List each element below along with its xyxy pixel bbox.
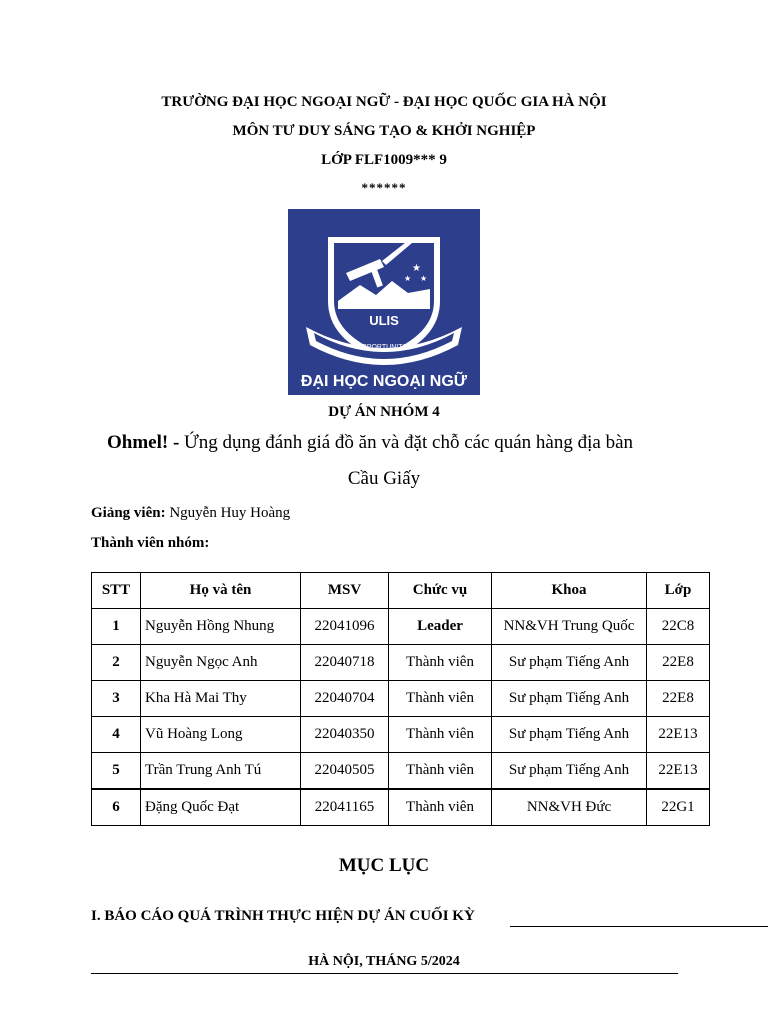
cell-role: Thành viên: [389, 717, 492, 753]
shield-emblem-icon: [288, 209, 480, 395]
table-row: [92, 753, 710, 790]
lecturer-label: Giảng viên:: [91, 505, 166, 521]
cell-faculty: Sư phạm Tiếng Anh: [492, 753, 647, 790]
cell-role: Thành viên: [389, 753, 492, 790]
cell-msv: 22041096: [301, 609, 389, 645]
lecturer-line: [91, 505, 290, 522]
project-title: [107, 432, 633, 454]
cell-msv: 22040704: [301, 681, 389, 717]
cell-class: 22E8: [647, 645, 710, 681]
stars-separator: ******: [361, 180, 407, 195]
university-logo: [288, 209, 480, 395]
cell-role: Thành viên: [389, 645, 492, 681]
toc-leader-line: [510, 926, 768, 927]
cell-class: 22E13: [647, 753, 710, 790]
cell-name: Đặng Quốc Đạt: [141, 789, 301, 826]
cell-msv: 22041165: [301, 789, 389, 826]
project-title-continuation: Cầu Giấy: [347, 468, 421, 489]
svg-text:★: ★: [412, 263, 421, 274]
university-title: TRƯỜNG ĐẠI HỌC NGOẠI NGỮ - ĐẠI HỌC QUỐC GIA HÀ NỘI: [161, 94, 607, 110]
cell-stt: 3: [92, 681, 141, 717]
svg-text:★: ★: [404, 274, 412, 283]
cell-stt: 6: [92, 789, 141, 826]
cell-msv: 22040350: [301, 717, 389, 753]
cell-stt: 2: [92, 645, 141, 681]
header-faculty: Khoa: [492, 573, 647, 609]
header-class: Lớp: [647, 573, 710, 609]
table-row: [92, 789, 710, 826]
cell-role: Thành viên: [389, 681, 492, 717]
table-header-row: [92, 573, 710, 609]
header-role: Chức vụ: [389, 573, 492, 609]
lecturer-name: Nguyễn Huy Hoàng: [165, 505, 291, 521]
members-label: Thành viên nhóm:: [91, 535, 210, 551]
cell-role: Thành viên: [389, 789, 492, 826]
course-title: MÔN TƯ DUY SÁNG TẠO & KHỞI NGHIỆP: [232, 123, 536, 139]
cell-name: Vũ Hoàng Long: [141, 717, 301, 753]
cell-faculty: Sư phạm Tiếng Anh: [492, 717, 647, 753]
logo-caption: ĐẠI HỌC NGOẠI NGỮ: [300, 373, 468, 390]
project-description: Ứng dụng đánh giá đồ ăn và đặt chỗ các quán hàng địa bàn: [179, 432, 634, 453]
cell-stt: 1: [92, 609, 141, 645]
header-msv: MSV: [301, 573, 389, 609]
cell-msv: 22040505: [301, 753, 389, 790]
cell-faculty: Sư phạm Tiếng Anh: [492, 681, 647, 717]
cell-name: Nguyễn Hồng Nhung: [141, 609, 301, 645]
cell-msv: 22040718: [301, 645, 389, 681]
table-row: [92, 681, 710, 717]
class-title: LỚP FLF1009*** 9: [321, 152, 447, 168]
table-row: [92, 717, 710, 753]
table-row: [92, 609, 710, 645]
cell-stt: 4: [92, 717, 141, 753]
cell-name: Trần Trung Anh Tú: [141, 753, 301, 790]
header-stt: STT: [92, 573, 141, 609]
table-row: [92, 645, 710, 681]
cell-class: 22E13: [647, 717, 710, 753]
toc-title: MỤC LỤC: [338, 855, 430, 876]
cell-role: Leader: [389, 609, 492, 645]
app-name: Ohmel! -: [107, 432, 180, 453]
logo-acronym: ULIS: [369, 313, 399, 328]
logo-motto: OPPORTUNITAS: [356, 344, 412, 351]
cell-stt: 5: [92, 753, 141, 790]
footer-line: [91, 973, 678, 974]
cell-faculty: Sư phạm Tiếng Anh: [492, 645, 647, 681]
cell-class: 22C8: [647, 609, 710, 645]
cell-class: 22G1: [647, 789, 710, 826]
project-heading: DỰ ÁN NHÓM 4: [328, 404, 440, 420]
footer-date: HÀ NỘI, THÁNG 5/2024: [308, 954, 460, 969]
cell-faculty: NN&VH Đức: [492, 789, 647, 826]
cell-name: Nguyễn Ngọc Anh: [141, 645, 301, 681]
header-name: Họ và tên: [141, 573, 301, 609]
cell-name: Kha Hà Mai Thy: [141, 681, 301, 717]
toc-item[interactable]: I. BÁO CÁO QUÁ TRÌNH THỰC HIỆN DỰ ÁN CUỐI KỲ: [91, 908, 475, 924]
cell-faculty: NN&VH Trung Quốc: [492, 609, 647, 645]
cell-class: 22E8: [647, 681, 710, 717]
members-table: [91, 572, 710, 826]
svg-text:★: ★: [420, 274, 428, 283]
